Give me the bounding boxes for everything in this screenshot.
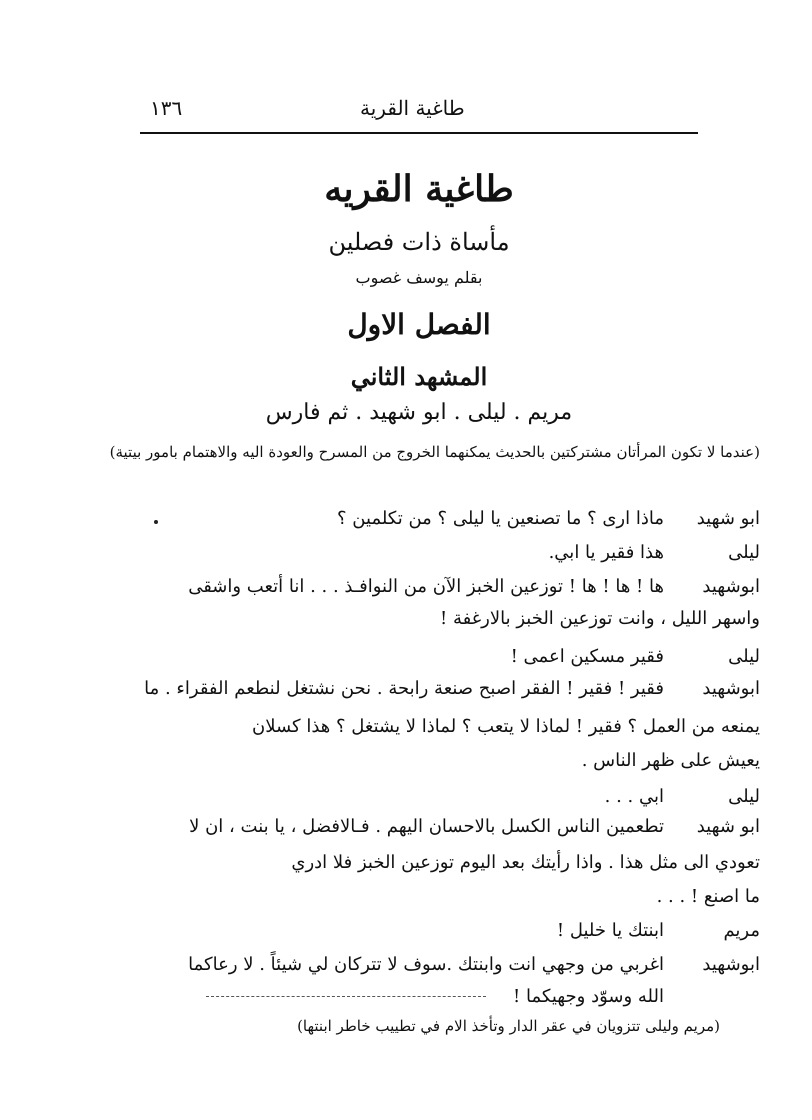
dialogue-line (40, 504, 760, 534)
running-title: طاغية القرية (360, 96, 465, 120)
dialogue-line (40, 916, 760, 946)
dialogue-text: ماذا ارى ؟ ما تصنعين يا ليلى ؟ من تكلمين ؟ (337, 508, 664, 529)
dialogue-line (40, 674, 760, 704)
dialogue-line (40, 782, 760, 812)
speaker-name: مريم (723, 920, 760, 941)
dialogue-line (40, 642, 760, 672)
dialogue-text: ابي . . . (604, 786, 664, 807)
speaker-name: ابوشهيد (702, 678, 760, 699)
stage-direction: (عندما لا تكون المرأتان مشتركتين بالحديث يمكنهما الخروج من المسرح والعودة اليه والاهتمام بامور بيتية) (109, 443, 760, 461)
stage-direction: (مريم وليلى تتزويان في عقر الدار وتأخذ الام في تطييب خاطر ابنتها) (297, 1017, 720, 1035)
dialogue-text: ها ! ها ! ها ! توزعين الخبز الآن من النوافـذ . . . انا أتعب واشقى (188, 576, 664, 597)
dialogue-text: فقير ! فقير ! الفقر اصبح صنعة رابحة . نحن نشتغل لنطعم الفقراء . ما (144, 678, 664, 699)
play-subtitle: مأساة ذات فصلين (328, 228, 510, 256)
speaker-name: ليلى (728, 542, 760, 563)
page-number: ١٣٦ (150, 96, 183, 120)
dialogue-line (40, 950, 760, 980)
dialogue-line (40, 882, 760, 912)
dialogue-line (40, 538, 760, 568)
speaker-name: ابوشهيد (702, 576, 760, 597)
dialogue-text: الله وسوّد وجهيكما ! (513, 986, 664, 1007)
header-rule (140, 132, 698, 134)
cast-list: مريم . ليلى . ابو شهيد . ثم فارس (265, 400, 573, 425)
scene-heading: المشهد الثاني (350, 362, 488, 391)
ink-speck (154, 520, 158, 524)
dialogue-text: يمنعه من العمل ؟ فقير ! لماذا لا يتعب ؟ لماذا لا يشتغل ؟ هذا كسلان (252, 716, 760, 737)
ink-smudge (206, 996, 486, 998)
dialogue-text: ما اصنع ! . . . (656, 886, 760, 907)
dialogue-line (40, 572, 760, 602)
dialogue-text: فقير مسكين اعمى ! (510, 646, 664, 667)
dialogue-text: يعيش على ظهر الناس . (581, 750, 760, 771)
dialogue-line (40, 848, 760, 878)
dialogue-line (40, 604, 760, 634)
speaker-name: ابوشهيد (702, 954, 760, 975)
speaker-name: ليلى (728, 646, 760, 667)
speaker-name: ليلى (728, 786, 760, 807)
dialogue-line (40, 712, 760, 742)
dialogue-text: هذا فقير يا ابي. (548, 542, 664, 563)
play-title: طاغية القريه (324, 168, 514, 210)
speaker-name: ابو شهيد (696, 508, 760, 529)
dialogue-text: اغربي من وجهي انت وابنتك .سوف لا تتركان لي شيئاً . لا رعاكما (188, 954, 664, 975)
dialogue-text: واسهر الليل ، وانت توزعين الخبز بالارغفة ! (440, 608, 760, 629)
dialogue-text: تعودي الى مثل هذا . واذا رأيتك بعد اليوم توزعين الخبز فلا ادري (291, 852, 760, 873)
speaker-name: ابو شهيد (696, 816, 760, 837)
dialogue-line (40, 746, 760, 776)
dialogue-line (40, 812, 760, 842)
dialogue-text: ابنتك يا خليل ! (556, 920, 664, 941)
dialogue-text: تطعمين الناس الكسل بالاحسان اليهم . فـالافضل ، يا بنت ، ان لا (189, 816, 664, 837)
act-heading: الفصل الاول (347, 308, 491, 341)
author-line: بقلم يوسف غصوب (355, 268, 483, 287)
